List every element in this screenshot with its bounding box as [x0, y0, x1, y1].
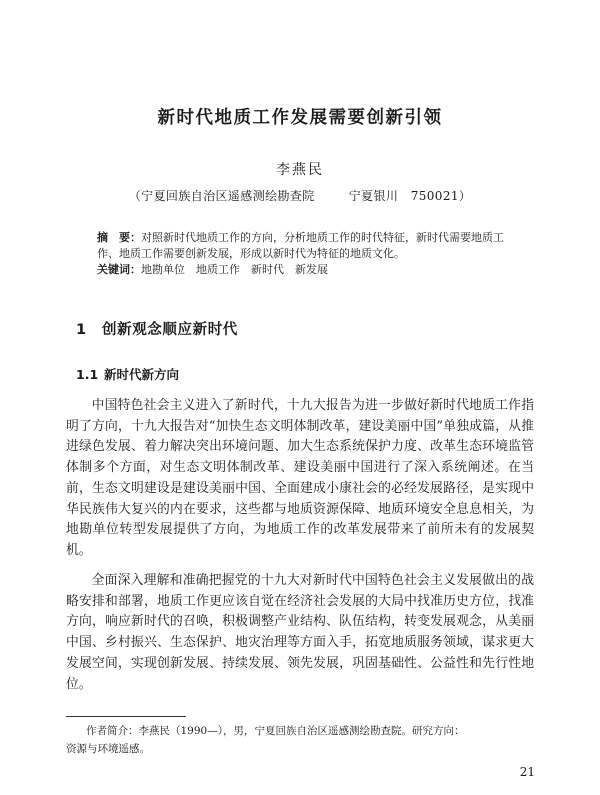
author-name: 李燕民	[276, 162, 324, 178]
abstract-block	[97, 230, 517, 278]
abstract	[97, 230, 517, 262]
section-number: 1	[76, 322, 87, 338]
author-affiliation	[0, 187, 600, 204]
keywords-text: 地勘单位 地质工作 新时代 新发展	[141, 263, 328, 276]
subsection-number: 1.1	[76, 367, 99, 382]
section-heading	[76, 318, 238, 339]
paper-title: 新时代地质工作发展需要创新引领	[157, 108, 443, 128]
keywords	[97, 262, 517, 278]
keywords-label: 关键词：	[97, 263, 141, 276]
affiliation-location: 宁夏银川 750021）	[348, 189, 472, 203]
page-number: 21	[519, 765, 535, 779]
subsection-heading	[76, 365, 179, 383]
abstract-text: 对照新时代地质工作的方向，分析地质工作的时代特征，新时代需要地质工作、地质工作需要创新发展，形成以新时代为特征的地质文化。	[97, 231, 504, 260]
footnote-divider	[66, 716, 186, 717]
section-title: 创新观念顺应新时代	[102, 322, 238, 338]
body-paragraph: 全面深入理解和准确把握党的十九大对新时代中国特色社会主义发展做出的战略安排和部署，地质工作更应该自觉在经济社会发展的大局中找准历史方位，找准方向，响应新时代的召唤，积极调整产业结构、队伍结构，转变发展观念，从美丽中国、乡村振兴、生态保护、地灾治理等方面入手，拓宽地质服务领域，谋求更大发展空间，实现创新发展、持续发展、领先发展，巩固基础性、公益性和先行性地位。	[66, 573, 534, 692]
author-footnote	[66, 722, 541, 758]
footnote-line: 作者简介：李燕民（1990—），男，宁夏回族自治区遥感测绘勘查院。研究方向：	[86, 725, 465, 737]
affiliation-org: （宁夏回族自治区遥感测绘勘查院	[128, 189, 315, 203]
body-paragraph: 中国特色社会主义进入了新时代，十九大报告为进一步做好新时代地质工作指明了方向，十九大报告对“加快生态文明体制改革，建设美丽中国”单独成篇，从推进绿色发展、着力解决突出环境问题、加大生态系统保护力度、改革生态环境监管体制多个方面，对生态文明体制改革、建设美丽中国进行了深入系统阐述。在当前，生态文明建设是建设美丽中国、全面建成小康社会的必经发展路径，是实现中华民族伟大复兴的内在要求，这些都与地质资源保障、地质环境安全息息相关，为地勘单位转型发展提供了方向，为地质工作的改革发展带来了前所未有的发展契机。	[66, 398, 534, 558]
abstract-label: 摘 要：	[97, 231, 141, 244]
footnote-line: 资源与环境遥感。	[66, 743, 150, 755]
subsection-title: 新时代新方向	[104, 367, 180, 382]
